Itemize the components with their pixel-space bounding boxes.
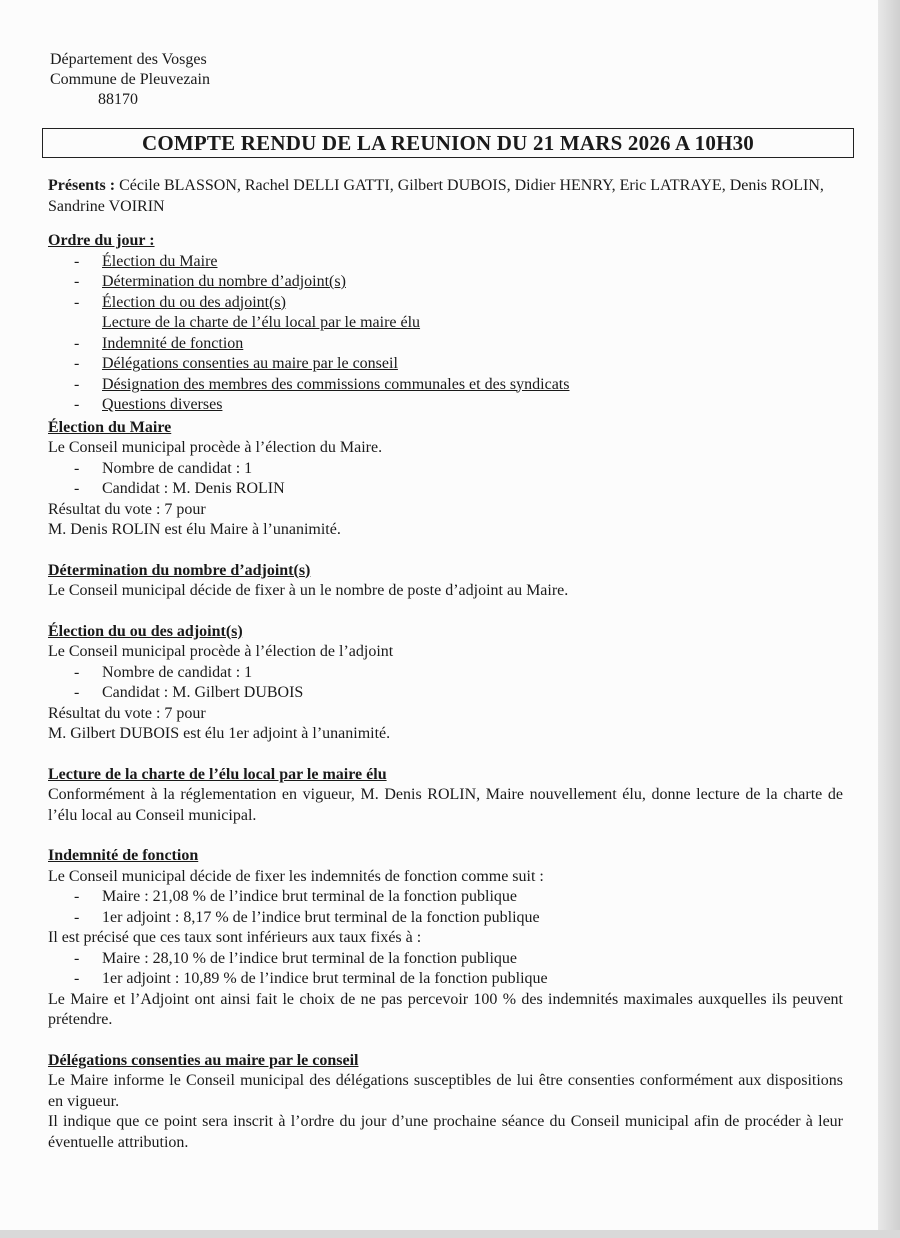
attendees-names: Cécile BLASSON, Rachel DELLI GATTI, Gilbert DUBOIS, Didier HENRY, Eric LATRAYE, Denis ROLIN, Sandrine VOIRIN bbox=[48, 177, 824, 215]
commune-line: Commune de Pleuvezain bbox=[50, 71, 210, 88]
list-item: - Nombre de candidat : 1 bbox=[74, 459, 843, 480]
section-heading-election-adjoints: Élection du ou des adjoint(s) bbox=[48, 622, 243, 640]
section-heading-nombre-adjoints: Détermination du nombre d’adjoint(s) bbox=[48, 561, 311, 579]
list-item: - 1er adjoint : 10,89 % de l’indice brut terminal de la fonction publique bbox=[74, 969, 843, 990]
paragraph: Le Conseil municipal décide de fixer à un le nombre de poste d’adjoint au Maire. bbox=[48, 582, 569, 599]
paragraph: M. Denis ROLIN est élu Maire à l’unanimité. bbox=[48, 521, 341, 538]
list-item: - Maire : 21,08 % de l’indice brut terminal de la fonction publique bbox=[74, 887, 843, 908]
vote-result: Résultat du vote : 7 pour bbox=[48, 500, 206, 518]
vote-result: Résultat du vote : 7 pour bbox=[48, 704, 206, 722]
paragraph: Le Conseil municipal procède à l’élection de l’adjoint bbox=[48, 643, 394, 660]
bullet-list bbox=[48, 663, 843, 704]
agenda-item: - Délégations consenties au maire par le conseil bbox=[74, 354, 843, 375]
agenda-list bbox=[48, 252, 843, 416]
document-body bbox=[48, 176, 843, 1153]
list-item: - 1er adjoint : 8,17 % de l’indice brut terminal de la fonction publique bbox=[74, 908, 843, 929]
section-heading-election-maire: Élection du Maire bbox=[48, 418, 172, 436]
postal-code: 88170 bbox=[98, 91, 138, 108]
department-line: Département des Vosges bbox=[50, 51, 207, 68]
attendees bbox=[48, 176, 843, 217]
letterhead bbox=[50, 50, 210, 110]
paragraph: M. Gilbert DUBOIS est élu 1er adjoint à l’unanimité. bbox=[48, 725, 391, 742]
paragraph: Conformément à la réglementation en vigueur, M. Denis ROLIN, Maire nouvellement élu, donne lecture de la charte de l’élu local au Conseil municipal. bbox=[48, 786, 843, 824]
list-item: - Candidat : M. Gilbert DUBOIS bbox=[74, 683, 843, 704]
list-item: - Candidat : M. Denis ROLIN bbox=[74, 479, 843, 500]
paragraph: Le Maire informe le Conseil municipal des délégations susceptibles de lui être consenties conformément aux dispositions en vigueur. bbox=[48, 1072, 843, 1110]
agenda-item: - Élection du Maire bbox=[74, 252, 843, 273]
agenda-item: - Détermination du nombre d’adjoint(s) bbox=[74, 272, 843, 293]
section-heading-charte: Lecture de la charte de l’élu local par le maire élu bbox=[48, 765, 387, 783]
agenda-heading: Ordre du jour : bbox=[48, 232, 155, 249]
bullet-list bbox=[48, 949, 843, 990]
bullet-list bbox=[48, 459, 843, 500]
agenda-item: - Questions diverses bbox=[74, 395, 843, 416]
paragraph: Il est précisé que ces taux sont inférieurs aux taux fixés à : bbox=[48, 929, 422, 946]
list-item: - Maire : 28,10 % de l’indice brut terminal de la fonction publique bbox=[74, 949, 843, 970]
agenda-item: - Désignation des membres des commissions communales et des syndicats bbox=[74, 375, 843, 396]
list-item: - Nombre de candidat : 1 bbox=[74, 663, 843, 684]
paragraph: Le Conseil municipal décide de fixer les indemnités de fonction comme suit : bbox=[48, 867, 544, 885]
agenda-item: - Élection du ou des adjoint(s) bbox=[74, 293, 843, 314]
paragraph: Le Conseil municipal procède à l’élection du Maire. bbox=[48, 439, 383, 456]
document-title: COMPTE RENDU DE LA REUNION DU 21 MARS 2026 A 10H30 bbox=[42, 128, 854, 158]
bullet-list bbox=[48, 887, 843, 928]
page-edge-shadow bbox=[878, 0, 900, 1238]
section-heading-indemnite: Indemnité de fonction bbox=[48, 847, 199, 864]
section-heading-delegations: Délégations consenties au maire par le conseil bbox=[48, 1051, 359, 1069]
paragraph: Le Maire et l’Adjoint ont ainsi fait le choix de ne pas percevoir 100 % des indemnités maximales auxquelles ils peuvent prétendre. bbox=[48, 990, 843, 1028]
paragraph: Il indique que ce point sera inscrit à l’ordre du jour d’une prochaine séance du Conseil municipal afin de procéder à leur éventuelle attribution. bbox=[48, 1113, 843, 1151]
attendees-label: Présents : bbox=[48, 177, 116, 194]
agenda-item: Lecture de la charte de l’élu local par le maire élu bbox=[102, 314, 421, 331]
agenda-item: - Indemnité de fonction bbox=[74, 334, 843, 355]
page-edge-bottom bbox=[0, 1230, 900, 1238]
